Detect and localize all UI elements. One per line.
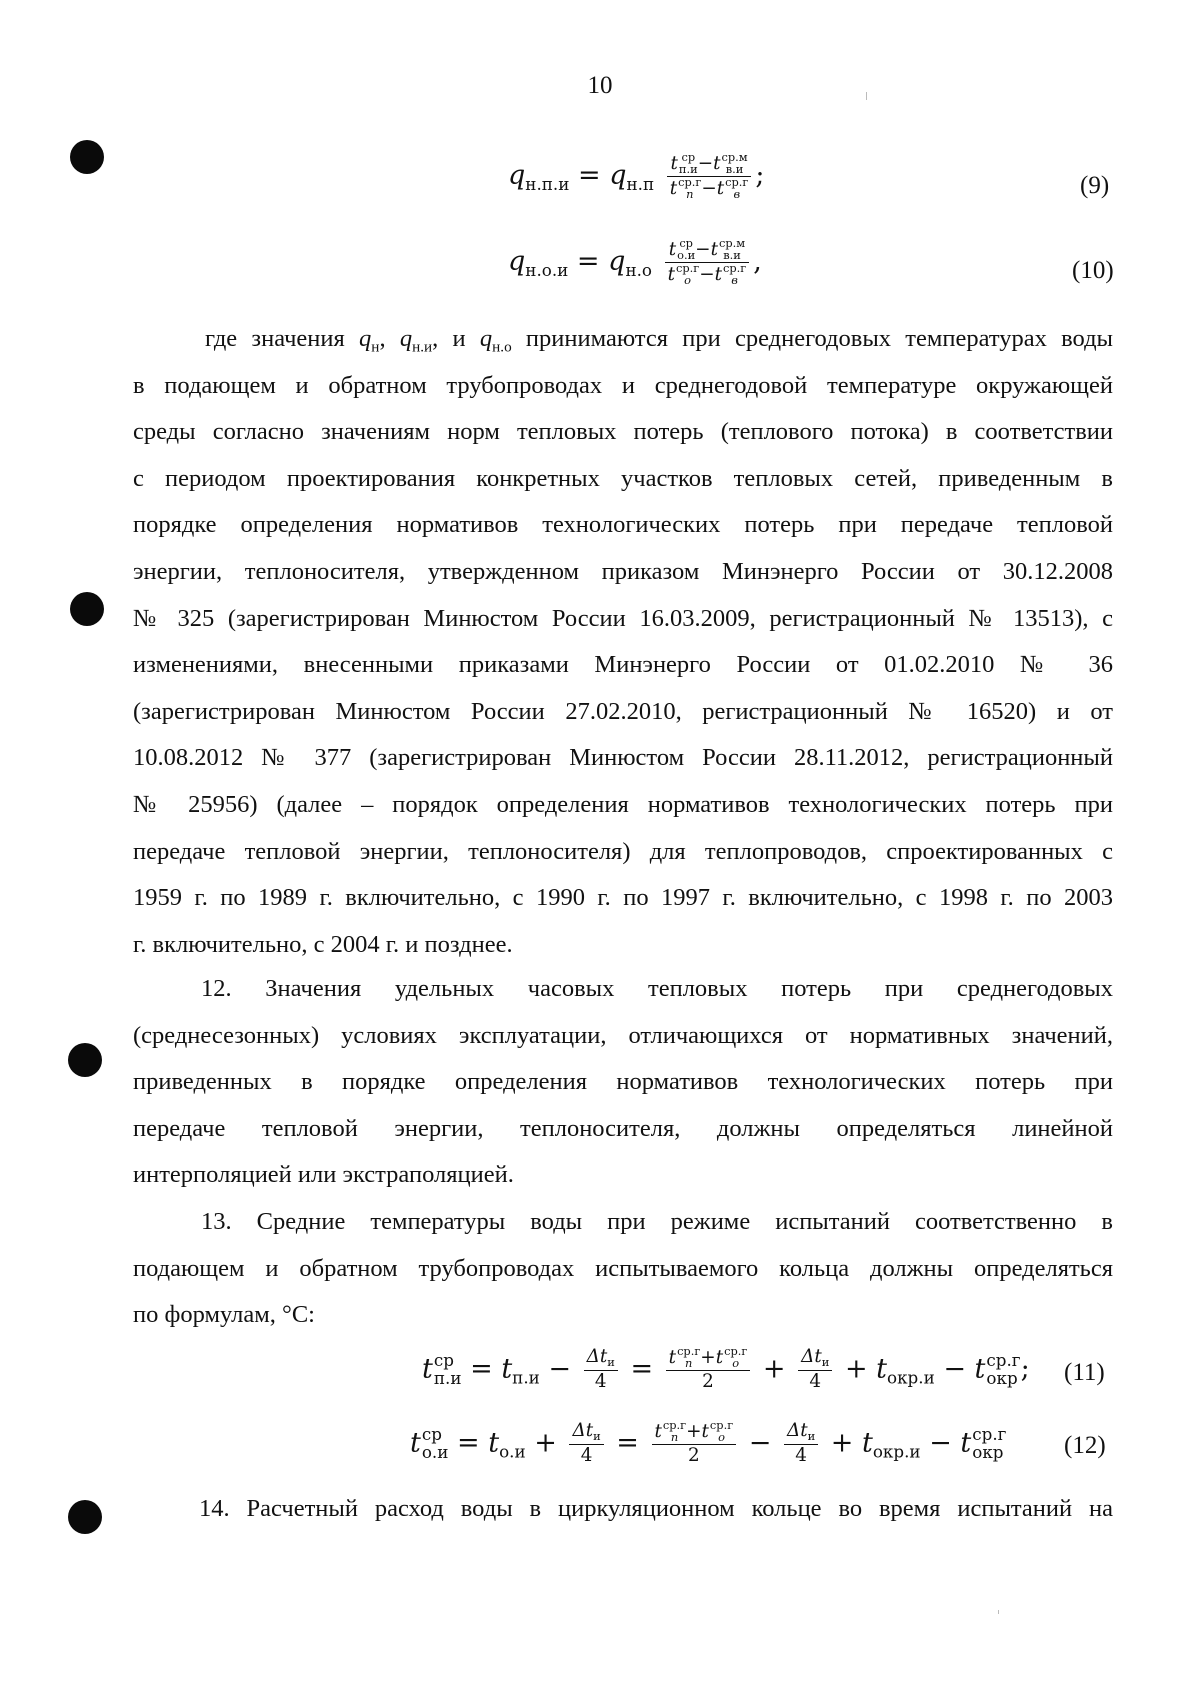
punch-hole xyxy=(68,1500,102,1534)
scan-mark xyxy=(866,92,867,100)
sup-sub xyxy=(679,152,698,176)
text-line: среды согласно значениям норм тепловых потерь (теплового потока) в соответствии xyxy=(133,418,1113,446)
formula-fraction xyxy=(652,1420,737,1468)
fraction-numerator: t ср.г п +t ср.г о xyxy=(666,1346,751,1371)
sup-sub xyxy=(422,1426,449,1461)
formula-symbol: t xyxy=(710,238,718,260)
formula-fraction xyxy=(584,1346,618,1393)
formula-operator: − xyxy=(548,1353,572,1385)
punch-hole xyxy=(68,1043,102,1077)
formula-symbol: t xyxy=(488,1427,500,1459)
sup-sub xyxy=(723,260,747,287)
sup-sub xyxy=(972,1426,1006,1461)
formula-superscript: ср.г xyxy=(986,1350,1021,1371)
formula-fraction xyxy=(569,1420,603,1467)
fraction-denominator: 4 xyxy=(580,1444,593,1466)
fraction-numerator: t ср.г п +t ср.г о xyxy=(652,1420,737,1445)
text-line: (среднесезонных) условиях эксплуатации, отличающихся от нормативных значений, xyxy=(133,1021,1113,1049)
formula-symbol: q xyxy=(359,325,372,352)
sup-sub xyxy=(725,174,749,201)
formula-subscript: о xyxy=(718,1429,725,1444)
formula-subscript: и xyxy=(807,1429,816,1444)
formula-subscript: в xyxy=(731,272,738,287)
paragraph-14 xyxy=(133,1486,1113,1533)
fraction-numerator xyxy=(784,1420,818,1444)
formula-fraction xyxy=(666,1346,751,1394)
formula-subscript: п.и xyxy=(512,1367,540,1388)
text-line: интерполяцией или экстраполяцией. xyxy=(133,1161,514,1189)
text-line xyxy=(133,316,1113,363)
fraction-numerator: t ср п.и −t ср.м в.и xyxy=(667,152,752,177)
page-number: 10 xyxy=(587,72,613,99)
sup-sub xyxy=(986,1352,1020,1387)
fraction-denominator: 2 xyxy=(687,1444,700,1466)
formula-subscript: н.о xyxy=(492,338,512,356)
text-line: изменениями, внесенными приказами Минэнерго России от 01.02.2010 № 36 xyxy=(133,651,1113,679)
formula-subscript: в xyxy=(733,186,741,201)
text-fragment: , и xyxy=(432,325,480,352)
sup-sub xyxy=(677,1346,700,1370)
formula-operator: − xyxy=(748,1427,772,1459)
text-line: № 25956) (далее – порядок определения нормативов технологических потерь при xyxy=(133,790,1113,818)
formula-10 xyxy=(508,238,762,287)
fraction-denominator: t ср.г о −t ср.г в xyxy=(667,260,747,287)
formula-operator: + xyxy=(762,1353,786,1385)
formula-subscript: о.и xyxy=(499,1441,526,1462)
formula-symbol: t xyxy=(670,152,678,174)
formula-superscript: ср.г xyxy=(709,1418,734,1432)
formula-subscript: окр.и xyxy=(872,1441,921,1462)
fraction-numerator: t ср о.и −t ср.м в.и xyxy=(665,238,750,263)
formula-subscript: п xyxy=(670,1429,679,1444)
fraction-numerator xyxy=(569,1420,603,1444)
formula-symbol: Δt xyxy=(586,1346,608,1368)
text-line: в подающем и обратном трубопроводах и среднегодовой температуре окружающей xyxy=(133,371,1113,399)
formula-symbol: t xyxy=(960,1427,972,1459)
sup-sub xyxy=(663,1420,686,1444)
formula-subscript: в.и xyxy=(723,247,741,262)
formula-symbol: t xyxy=(669,177,678,199)
formula-superscript: ср xyxy=(681,150,696,164)
paragraph-13 xyxy=(133,1199,1113,1339)
text-line: г. включительно, с 2004 г. и позднее. xyxy=(133,930,513,958)
formula-subscript: о xyxy=(732,1355,740,1370)
fraction-denominator: 4 xyxy=(795,1444,807,1466)
scan-mark xyxy=(998,1610,999,1614)
fraction-denominator: 4 xyxy=(809,1370,822,1392)
formula-fraction xyxy=(784,1420,818,1467)
formula-subscript: в.и xyxy=(725,161,744,176)
text-line: 1959 г. по 1989 г. включительно, с 1990 г. по 1997 г. включительно, с 1998 г. по 2003 xyxy=(133,884,1113,912)
formula-symbol: t xyxy=(974,1353,986,1385)
formula-symbol: t xyxy=(501,1353,513,1385)
equals-sign: = xyxy=(457,1427,480,1459)
formula-symbol: t xyxy=(876,1353,888,1385)
text-line: энергии, теплоносителя, утвержденном приказом Минэнерго России от 30.12.2008 xyxy=(133,557,1113,585)
formula-symbol: Δt xyxy=(572,1420,594,1442)
formula-subscript: окр.и xyxy=(887,1367,935,1388)
formula-subscript: о.и xyxy=(677,247,696,262)
formula-subscript: н.о xyxy=(625,259,652,280)
text-line: по формулам, °С: xyxy=(133,1301,315,1329)
formula-superscript: ср.г xyxy=(678,174,702,189)
sup-sub xyxy=(710,1420,733,1444)
formula-punctuation: , xyxy=(753,245,762,277)
formula-subscript: п xyxy=(686,186,694,201)
text-line: подающем и обратном трубопроводах испытываемого кольца должны определяться xyxy=(133,1254,1113,1282)
formula-symbol: t xyxy=(716,177,725,199)
equals-sign: = xyxy=(470,1353,493,1385)
formula-operator: + xyxy=(534,1427,557,1459)
equation-number: (10) xyxy=(1072,257,1114,284)
formula-fraction xyxy=(667,152,752,201)
text-fragment: принимаются при среднегодовых температурах воды xyxy=(511,325,1113,352)
sup-sub xyxy=(719,238,745,262)
formula-subscript: п xyxy=(685,1355,693,1370)
formula-subscript: н.о.и xyxy=(525,259,569,280)
formula-punctuation: ; xyxy=(1020,1353,1030,1385)
formula-symbol: Δt xyxy=(786,1420,808,1442)
formula-superscript: ср.г xyxy=(724,1344,748,1358)
formula-fraction xyxy=(665,238,750,287)
text-line: № 325 (зарегистрирован Минюстом России 16.03.2009, регистрационный № 13513), с xyxy=(133,604,1113,632)
text-line: 12. Значения удельных часовых тепловых потерь при среднегодовых xyxy=(201,975,1113,1002)
formula-superscript: ср xyxy=(433,1350,454,1371)
text-line: передаче тепловой энергии, теплоносителя, должны определяться линейной xyxy=(133,1114,1113,1142)
text-line: 10.08.2012 № 377 (зарегистрирован Минюстом России 28.11.2012, регистрационный xyxy=(133,744,1113,772)
formula-superscript: ср.м xyxy=(718,236,746,250)
formula-symbol: t xyxy=(668,1346,677,1368)
formula-subscript: о.и xyxy=(421,1441,449,1462)
fraction-denominator: 4 xyxy=(594,1370,607,1392)
text-line: 13. Средние температуры воды при режиме испытаний соответственно в xyxy=(201,1208,1113,1235)
formula-symbol: q xyxy=(508,159,526,191)
formula-subscript: окр xyxy=(986,1367,1018,1388)
fraction-numerator xyxy=(798,1346,832,1370)
formula-superscript: ср.г xyxy=(725,174,749,189)
formula-punctuation: ; xyxy=(755,159,765,191)
text-fragment: где значения xyxy=(205,325,360,352)
formula-symbol: t xyxy=(862,1427,873,1459)
formula-symbol: t xyxy=(713,152,721,174)
formula-11: t ср п.и = $t_{п.и}$ − $\frac{\Delta t_и}{4}$ = t ср.г п +t ср.г о 2 + $\frac{\Delta t_и}{4}$ + $t_{окр.и} - t$ ср.г окр ; xyxy=(422,1344,1030,1392)
formula-symbol: q xyxy=(479,325,493,352)
formula-subscript: о xyxy=(684,272,692,287)
text-line: с периодом проектирования конкретных участков тепловых сетей, приведенным в xyxy=(133,464,1113,492)
formula-symbol: q xyxy=(399,325,413,352)
formula-superscript: ср.г xyxy=(675,260,700,275)
formula-symbol: t xyxy=(667,263,675,285)
equals-sign: = xyxy=(616,1427,639,1459)
formula-subscript: н.п.и xyxy=(525,173,570,194)
paragraph-12 xyxy=(133,966,1113,1199)
formula-subscript: и xyxy=(607,1355,615,1370)
formula-symbol: t xyxy=(654,1420,662,1442)
formula-fraction xyxy=(798,1346,832,1393)
formula-symbol: t xyxy=(422,1353,433,1385)
formula-subscript: окр xyxy=(972,1441,1004,1462)
formula-symbol: q xyxy=(508,245,526,277)
formula-superscript: ср.г xyxy=(662,1418,687,1432)
sup-sub xyxy=(721,152,747,176)
formula-subscript: п.и xyxy=(433,1367,462,1388)
formula-9 xyxy=(508,152,765,201)
formula-subscript: п.и xyxy=(678,161,698,176)
fraction-denominator: 2 xyxy=(702,1370,714,1392)
text-line: передаче тепловой энергии, теплоносителя) для теплопроводов, спроектированных с xyxy=(133,837,1113,865)
fraction-denominator: t ср.г п −t ср.г в xyxy=(669,174,749,201)
formula-subscript: н.п xyxy=(626,173,655,194)
text-line: порядке определения нормативов технологических потерь при передаче тепловой xyxy=(133,511,1113,539)
formula-superscript: ср.м xyxy=(721,150,748,164)
formula-12: t ср о.и = $t_{о.и}$ + $\frac{\Delta t_и}{4}$ = t ср.г п +t ср.г о 2 − $\frac{\Delta t_и}{4}$ + $t_{окр.и} - t$ ср.г окр xyxy=(410,1418,1007,1466)
formula-subscript: и xyxy=(593,1429,601,1444)
text-line: (зарегистрирован Минюстом России 27.02.2010, регистрационный № 16520) и от xyxy=(133,697,1113,725)
fraction-numerator xyxy=(584,1346,618,1370)
formula-superscript: ср.г xyxy=(972,1424,1007,1445)
formula-symbol: Δt xyxy=(801,1346,822,1368)
formula-symbol: q xyxy=(608,245,626,277)
formula-symbol: q xyxy=(609,159,627,191)
formula-symbol: t xyxy=(714,263,722,285)
formula-superscript: ср.г xyxy=(677,1344,701,1358)
formula-superscript: ср xyxy=(421,1424,442,1445)
formula-subscript: и xyxy=(821,1355,830,1370)
equals-sign: = xyxy=(576,245,600,277)
sup-sub xyxy=(678,174,702,201)
equation-number: (12) xyxy=(1064,1432,1106,1459)
sup-sub xyxy=(675,260,700,287)
text-fragment: , xyxy=(379,325,400,352)
text-line: приведенных в порядке определения нормативов технологических потерь при xyxy=(133,1068,1113,1096)
formula-symbol: t xyxy=(410,1427,421,1459)
formula-symbol: t xyxy=(715,1346,724,1368)
formula-subscript: н.и xyxy=(412,338,433,356)
formula-symbol: t xyxy=(701,1420,709,1442)
equation-number: (9) xyxy=(1080,172,1110,199)
sup-sub xyxy=(724,1346,747,1370)
formula-superscript: ср xyxy=(679,236,693,250)
equals-sign: = xyxy=(578,159,601,191)
text-line: 14. Расчетный расход воды в циркуляционном кольце во время испытаний на xyxy=(199,1495,1113,1522)
formula-symbol: t xyxy=(668,238,677,260)
punch-hole xyxy=(70,140,104,174)
formula-superscript: ср.г xyxy=(723,260,747,275)
sup-sub xyxy=(434,1352,462,1387)
equals-sign: = xyxy=(630,1353,654,1385)
equation-number: (11) xyxy=(1064,1359,1105,1386)
sup-sub xyxy=(677,238,695,262)
formula-subscript: н xyxy=(371,338,380,356)
punch-hole xyxy=(70,592,104,626)
paragraph-norms xyxy=(133,316,1113,968)
